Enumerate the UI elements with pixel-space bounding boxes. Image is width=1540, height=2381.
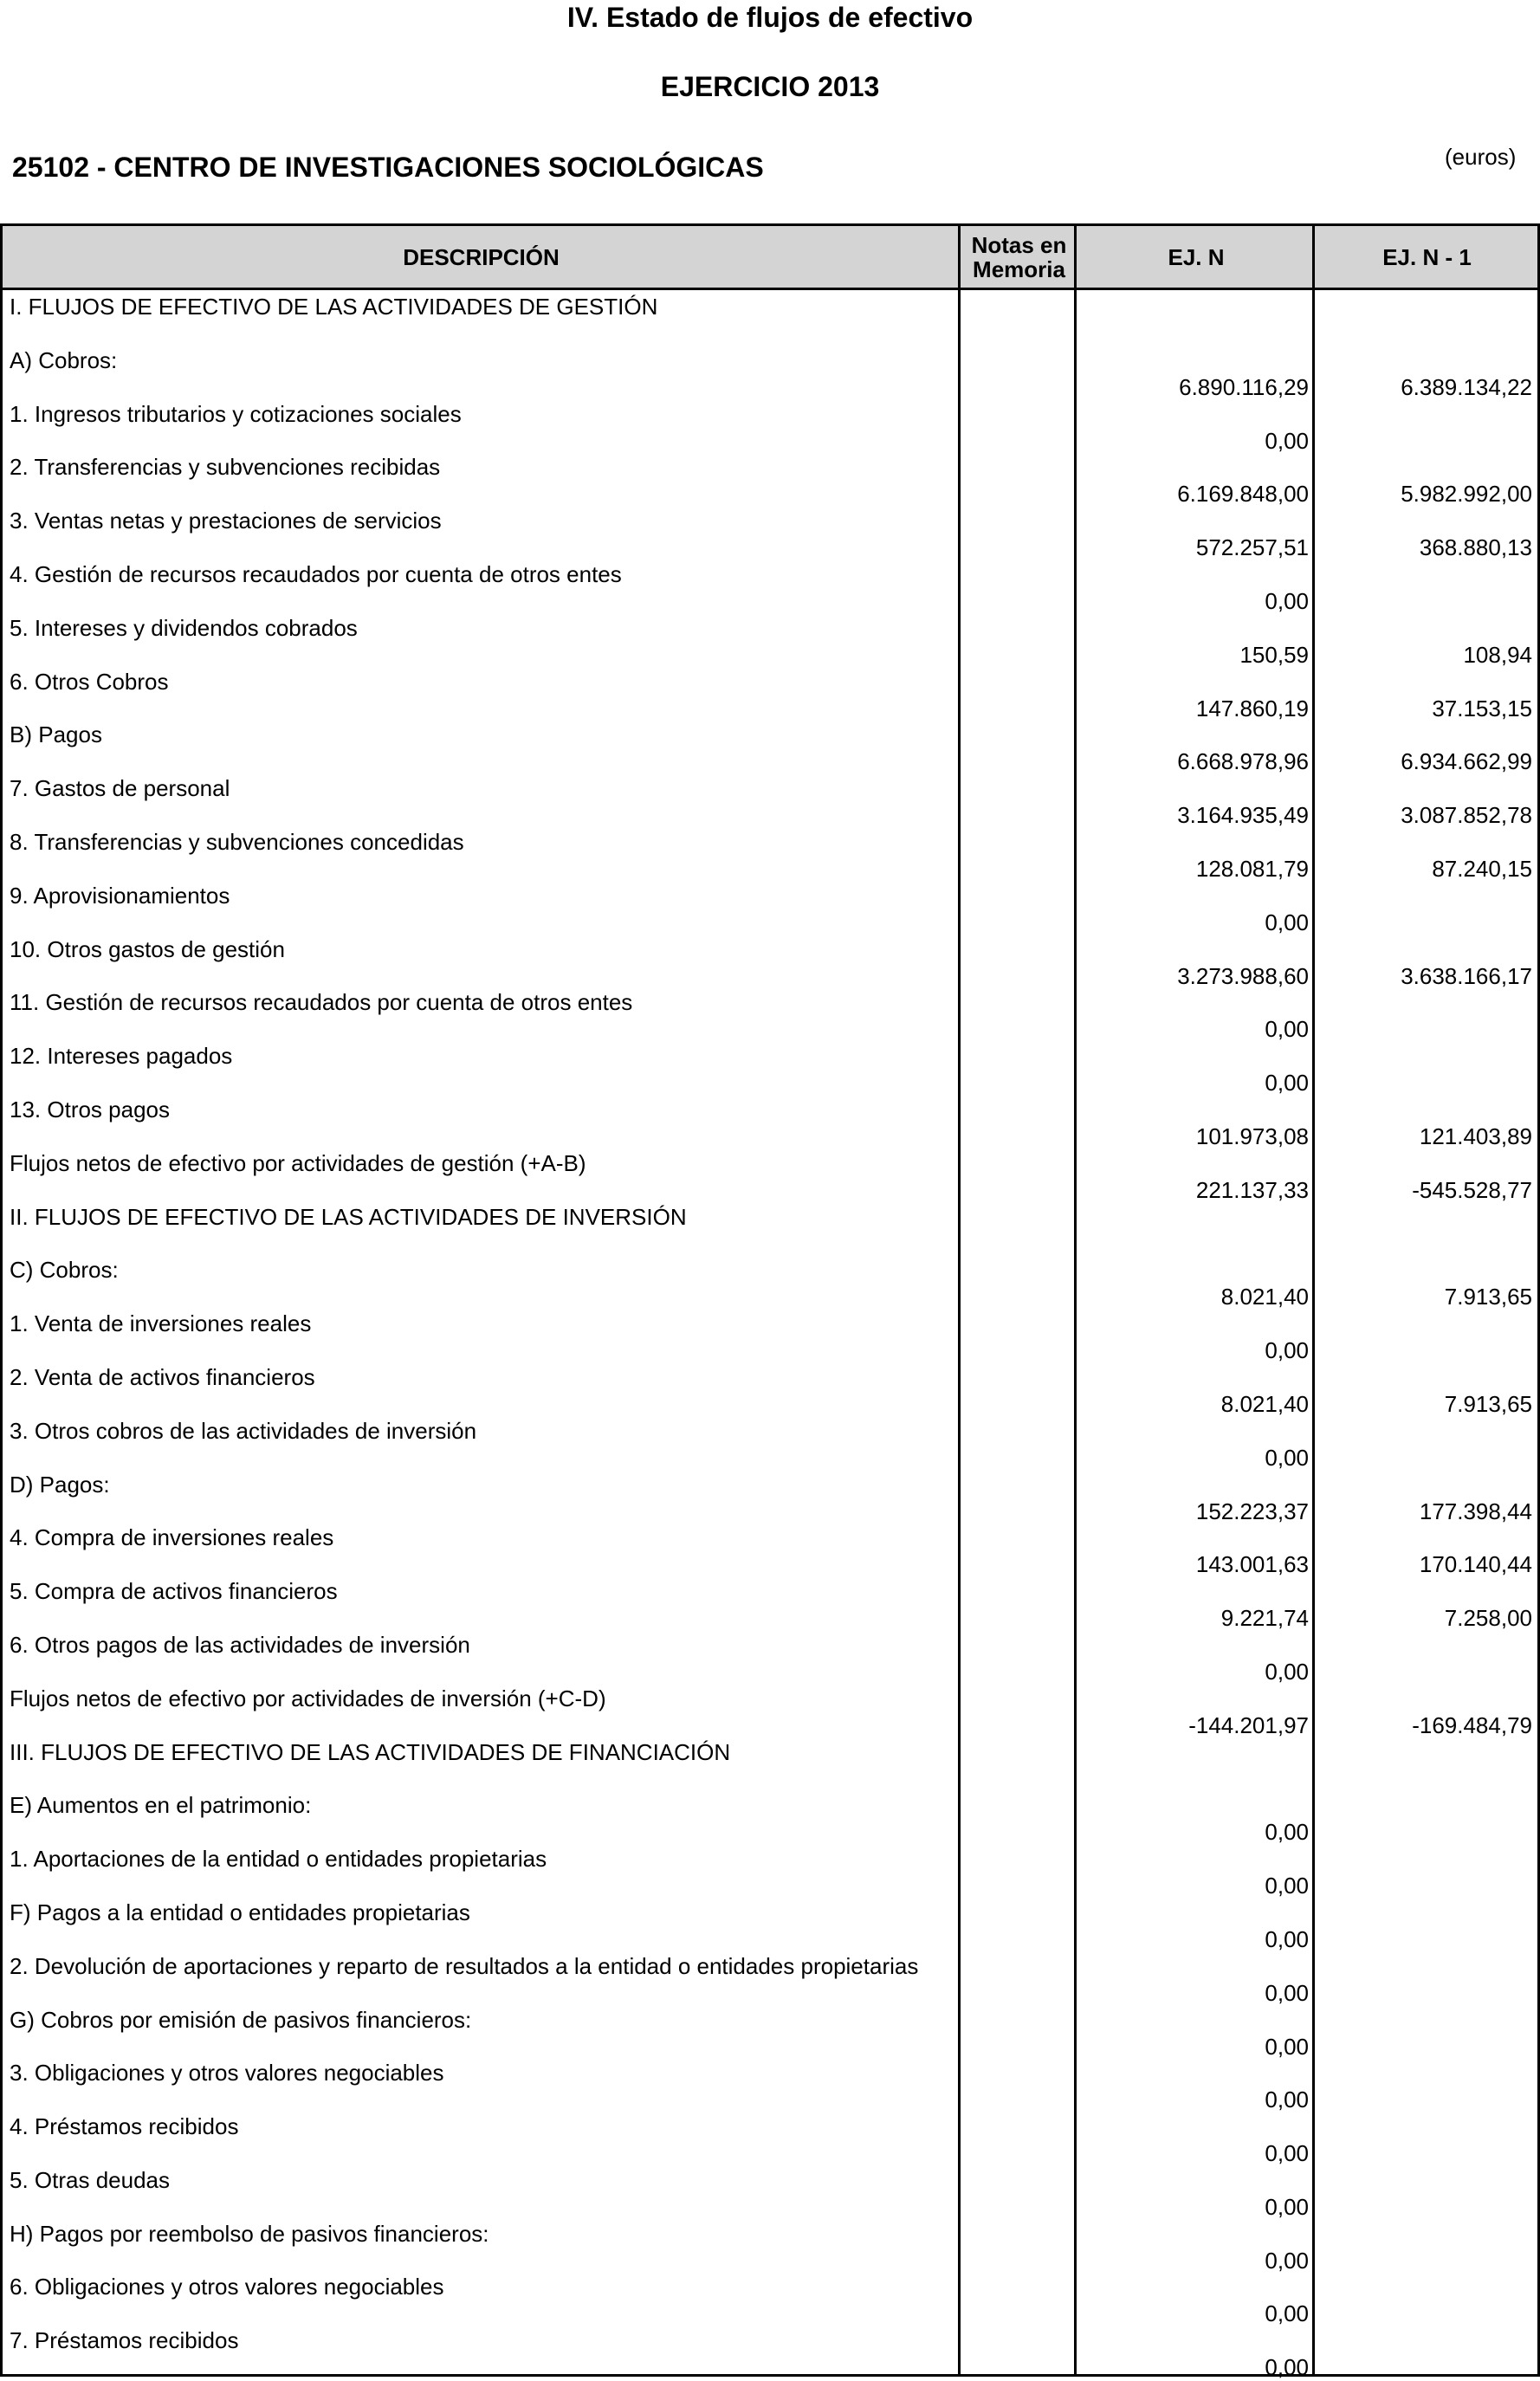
row-value-year-n: 0,00 <box>1265 427 1309 454</box>
column-header-description: DESCRIPCIÓN <box>403 243 560 270</box>
table-row <box>3 1950 1537 2006</box>
table-header <box>3 226 1537 290</box>
row-description: II. FLUJOS DE EFECTIVO DE LAS ACTIVIDADES DE INVERSIÓN <box>10 1203 687 1230</box>
row-description: 3. Ventas netas y prestaciones de servicios <box>10 508 442 534</box>
table-row <box>3 1147 1537 1203</box>
table-row <box>3 1200 1537 1254</box>
table-row <box>3 1361 1537 1417</box>
row-value-year-n: 0,00 <box>1265 2354 1309 2381</box>
table-row <box>3 290 1537 344</box>
table-body <box>3 290 1537 2381</box>
row-value-year-n-minus-1: 87.240,15 <box>1432 855 1532 882</box>
row-value-year-n: 150,59 <box>1239 641 1309 668</box>
row-description: 11. Gestión de recursos recaudados por cuenta de otros entes <box>10 989 633 1016</box>
row-description: C) Cobros: <box>10 1257 119 1284</box>
table-row <box>3 2110 1537 2167</box>
table-row <box>3 933 1537 987</box>
table-row <box>3 2056 1537 2113</box>
row-description: 9. Aprovisionamientos <box>10 882 230 909</box>
row-description: 4. Compra de inversiones reales <box>10 1524 334 1551</box>
row-value-year-n: 152.223,37 <box>1195 1498 1309 1524</box>
row-value-year-n: 147.860,19 <box>1195 695 1309 721</box>
table-row <box>3 1521 1537 1578</box>
row-value-year-n: 0,00 <box>1265 587 1309 614</box>
table-row <box>3 1789 1537 1846</box>
row-description: 4. Gestión de recursos recaudados por cuenta de otros entes <box>10 560 622 587</box>
row-value-year-n: 3.164.935,49 <box>1177 802 1309 829</box>
fiscal-year-heading: EJERCICIO 2013 <box>660 71 880 102</box>
row-description: 10. Otros gastos de gestión <box>10 935 285 962</box>
row-description: 3. Otros cobros de las actividades de inversión <box>10 1417 477 1444</box>
row-value-year-n: -144.201,97 <box>1188 1711 1309 1738</box>
row-description: III. FLUJOS DE EFECTIVO DE LAS ACTIVIDADES DE FINANCIACIÓN <box>10 1738 731 1765</box>
table-row <box>3 1628 1537 1685</box>
row-value-year-n-minus-1: 7.913,65 <box>1444 1390 1532 1417</box>
row-description: 4. Préstamos recibidos <box>10 2113 239 2140</box>
row-value-year-n: 0,00 <box>1265 1979 1309 2006</box>
table-row <box>3 825 1537 882</box>
row-description: 13. Otros pagos <box>10 1096 170 1123</box>
table-row <box>3 1093 1537 1147</box>
row-description: 5. Intereses y dividendos cobrados <box>10 614 358 641</box>
cash-flow-table <box>0 223 1540 2381</box>
row-description: D) Pagos: <box>10 1471 110 1498</box>
table-row <box>3 398 1537 454</box>
row-value-year-n: 221.137,33 <box>1195 1176 1309 1203</box>
row-description: 2. Transferencias y subvenciones recibidas <box>10 454 441 481</box>
row-description: 5. Compra de activos financieros <box>10 1578 338 1605</box>
row-description: 7. Préstamos recibidos <box>10 2327 239 2354</box>
column-header-year-n: EJ. N <box>1168 243 1225 270</box>
row-value-year-n: 0,00 <box>1265 1070 1309 1097</box>
table-row <box>3 879 1537 933</box>
row-value-year-n: 0,00 <box>1265 2140 1309 2167</box>
column-header-year-n-minus-1: EJ. N - 1 <box>1382 243 1472 270</box>
row-value-year-n-minus-1: 6.389.134,22 <box>1401 373 1532 400</box>
row-value-year-n-minus-1: 121.403,89 <box>1419 1123 1532 1149</box>
row-value-year-n: 0,00 <box>1265 1873 1309 1899</box>
row-description: E) Aumentos en el patrimonio: <box>10 1792 312 1819</box>
units-label: (euros) <box>1445 144 1517 170</box>
table-row <box>3 2324 1537 2381</box>
table-row <box>3 450 1537 508</box>
row-value-year-n-minus-1: 368.880,13 <box>1419 534 1532 561</box>
row-description: 6. Otros Cobros <box>10 668 169 695</box>
table-row <box>3 1039 1537 1097</box>
row-value-year-n: 9.221,74 <box>1220 1605 1309 1632</box>
row-description: A) Cobros: <box>10 346 118 373</box>
row-description: 6. Obligaciones y otros valores negociables <box>10 2274 444 2300</box>
row-value-year-n: 0,00 <box>1265 2247 1309 2274</box>
row-value-year-n-minus-1: 108,94 <box>1463 641 1532 668</box>
table-row <box>3 504 1537 561</box>
row-value-year-n: 0,00 <box>1265 2033 1309 2060</box>
row-description: B) Pagos <box>10 721 102 748</box>
row-description: H) Pagos por reembolso de pasivos financieros: <box>10 2220 489 2247</box>
row-value-year-n: 572.257,51 <box>1195 534 1309 561</box>
row-value-year-n: 6.169.848,00 <box>1177 481 1309 508</box>
table-row <box>3 1468 1537 1522</box>
row-value-year-n-minus-1: 6.934.662,99 <box>1401 748 1532 775</box>
row-description: 1. Ingresos tributarios y cotizaciones sociales <box>10 400 462 427</box>
row-value-year-n-minus-1: 3.638.166,17 <box>1401 962 1532 989</box>
table-row <box>3 611 1537 668</box>
row-value-year-n: 128.081,79 <box>1195 855 1309 882</box>
row-description: 7. Gastos de personal <box>10 775 230 802</box>
row-value-year-n: 3.273.988,60 <box>1177 962 1309 989</box>
row-value-year-n: 8.021,40 <box>1220 1390 1309 1417</box>
row-value-year-n: 8.021,40 <box>1220 1284 1309 1310</box>
row-value-year-n: 0,00 <box>1265 1658 1309 1685</box>
row-description: 5. Otras deudas <box>10 2166 170 2193</box>
row-description: 6. Otros pagos de las actividades de inversión <box>10 1631 470 1658</box>
row-description: 1. Venta de inversiones reales <box>10 1310 312 1337</box>
row-value-year-n-minus-1: 7.913,65 <box>1444 1284 1532 1310</box>
entity-heading: 25102 - CENTRO DE INVESTIGACIONES SOCIOLÓGICAS <box>12 152 764 183</box>
table-row <box>3 1736 1537 1789</box>
column-header-notes: Notas en Memoria <box>971 231 1067 282</box>
row-value-year-n: 6.668.978,96 <box>1177 748 1309 775</box>
row-description: 12. Intereses pagados <box>10 1043 233 1070</box>
row-description: 3. Obligaciones y otros valores negociables <box>10 2060 444 2087</box>
table-row <box>3 2270 1537 2327</box>
table-row <box>3 2217 1537 2274</box>
table-row <box>3 1253 1537 1310</box>
row-value-year-n-minus-1: -169.484,79 <box>1412 1711 1532 1738</box>
table-row <box>3 1575 1537 1632</box>
row-value-year-n-minus-1: 170.140,44 <box>1419 1551 1532 1578</box>
row-description: Flujos netos de efectivo por actividades de inversión (+C-D) <box>10 1685 606 1711</box>
row-value-year-n: 0,00 <box>1265 1819 1309 1846</box>
row-value-year-n: 0,00 <box>1265 1925 1309 1952</box>
row-description: G) Cobros por emisión de pasivos financieros: <box>10 2006 472 2033</box>
row-value-year-n-minus-1: 7.258,00 <box>1444 1605 1532 1632</box>
row-value-year-n: 101.973,08 <box>1195 1123 1309 1149</box>
page-title: IV. Estado de flujos de efectivo <box>566 2 974 33</box>
row-description: 2. Devolución de aportaciones y reparto de resultados a la entidad o entidades propietarias <box>10 1952 919 1979</box>
table-row <box>3 1842 1537 1899</box>
table-row <box>3 772 1537 829</box>
row-value-year-n-minus-1: 37.153,15 <box>1432 695 1532 721</box>
row-value-year-n-minus-1: -545.528,77 <box>1412 1176 1532 1203</box>
row-value-year-n: 0,00 <box>1265 2193 1309 2220</box>
row-value-year-n: 0,00 <box>1265 2300 1309 2327</box>
table-row <box>3 1414 1537 1471</box>
row-value-year-n: 0,00 <box>1265 1444 1309 1471</box>
row-value-year-n: 0,00 <box>1265 1016 1309 1043</box>
table-row <box>3 1307 1537 1364</box>
table-row <box>3 1896 1537 1950</box>
row-value-year-n: 6.890.116,29 <box>1179 373 1309 400</box>
row-description: Flujos netos de efectivo por actividades de gestión (+A-B) <box>10 1149 586 1176</box>
row-value-year-n: 0,00 <box>1265 909 1309 935</box>
table-row <box>3 344 1537 398</box>
row-value-year-n: 0,00 <box>1265 2087 1309 2113</box>
table-row <box>3 718 1537 775</box>
table-row <box>3 986 1537 1043</box>
table-row <box>3 1682 1537 1736</box>
table-row <box>3 558 1537 614</box>
table-row <box>3 2164 1537 2220</box>
row-value-year-n-minus-1: 5.982.992,00 <box>1401 481 1532 508</box>
row-value-year-n-minus-1: 177.398,44 <box>1419 1498 1532 1524</box>
row-value-year-n: 0,00 <box>1265 1337 1309 1364</box>
row-value-year-n-minus-1: 3.087.852,78 <box>1401 802 1532 829</box>
table-row <box>3 665 1537 719</box>
row-description: I. FLUJOS DE EFECTIVO DE LAS ACTIVIDADES DE GESTIÓN <box>10 294 658 320</box>
row-description: 2. Venta de activos financieros <box>10 1363 315 1390</box>
row-description: 8. Transferencias y subvenciones concedidas <box>10 828 464 855</box>
row-value-year-n: 143.001,63 <box>1195 1551 1309 1578</box>
table-row <box>3 2003 1537 2060</box>
row-description: F) Pagos a la entidad o entidades propietarias <box>10 1899 470 1925</box>
row-description: 1. Aportaciones de la entidad o entidades propietarias <box>10 1846 547 1873</box>
